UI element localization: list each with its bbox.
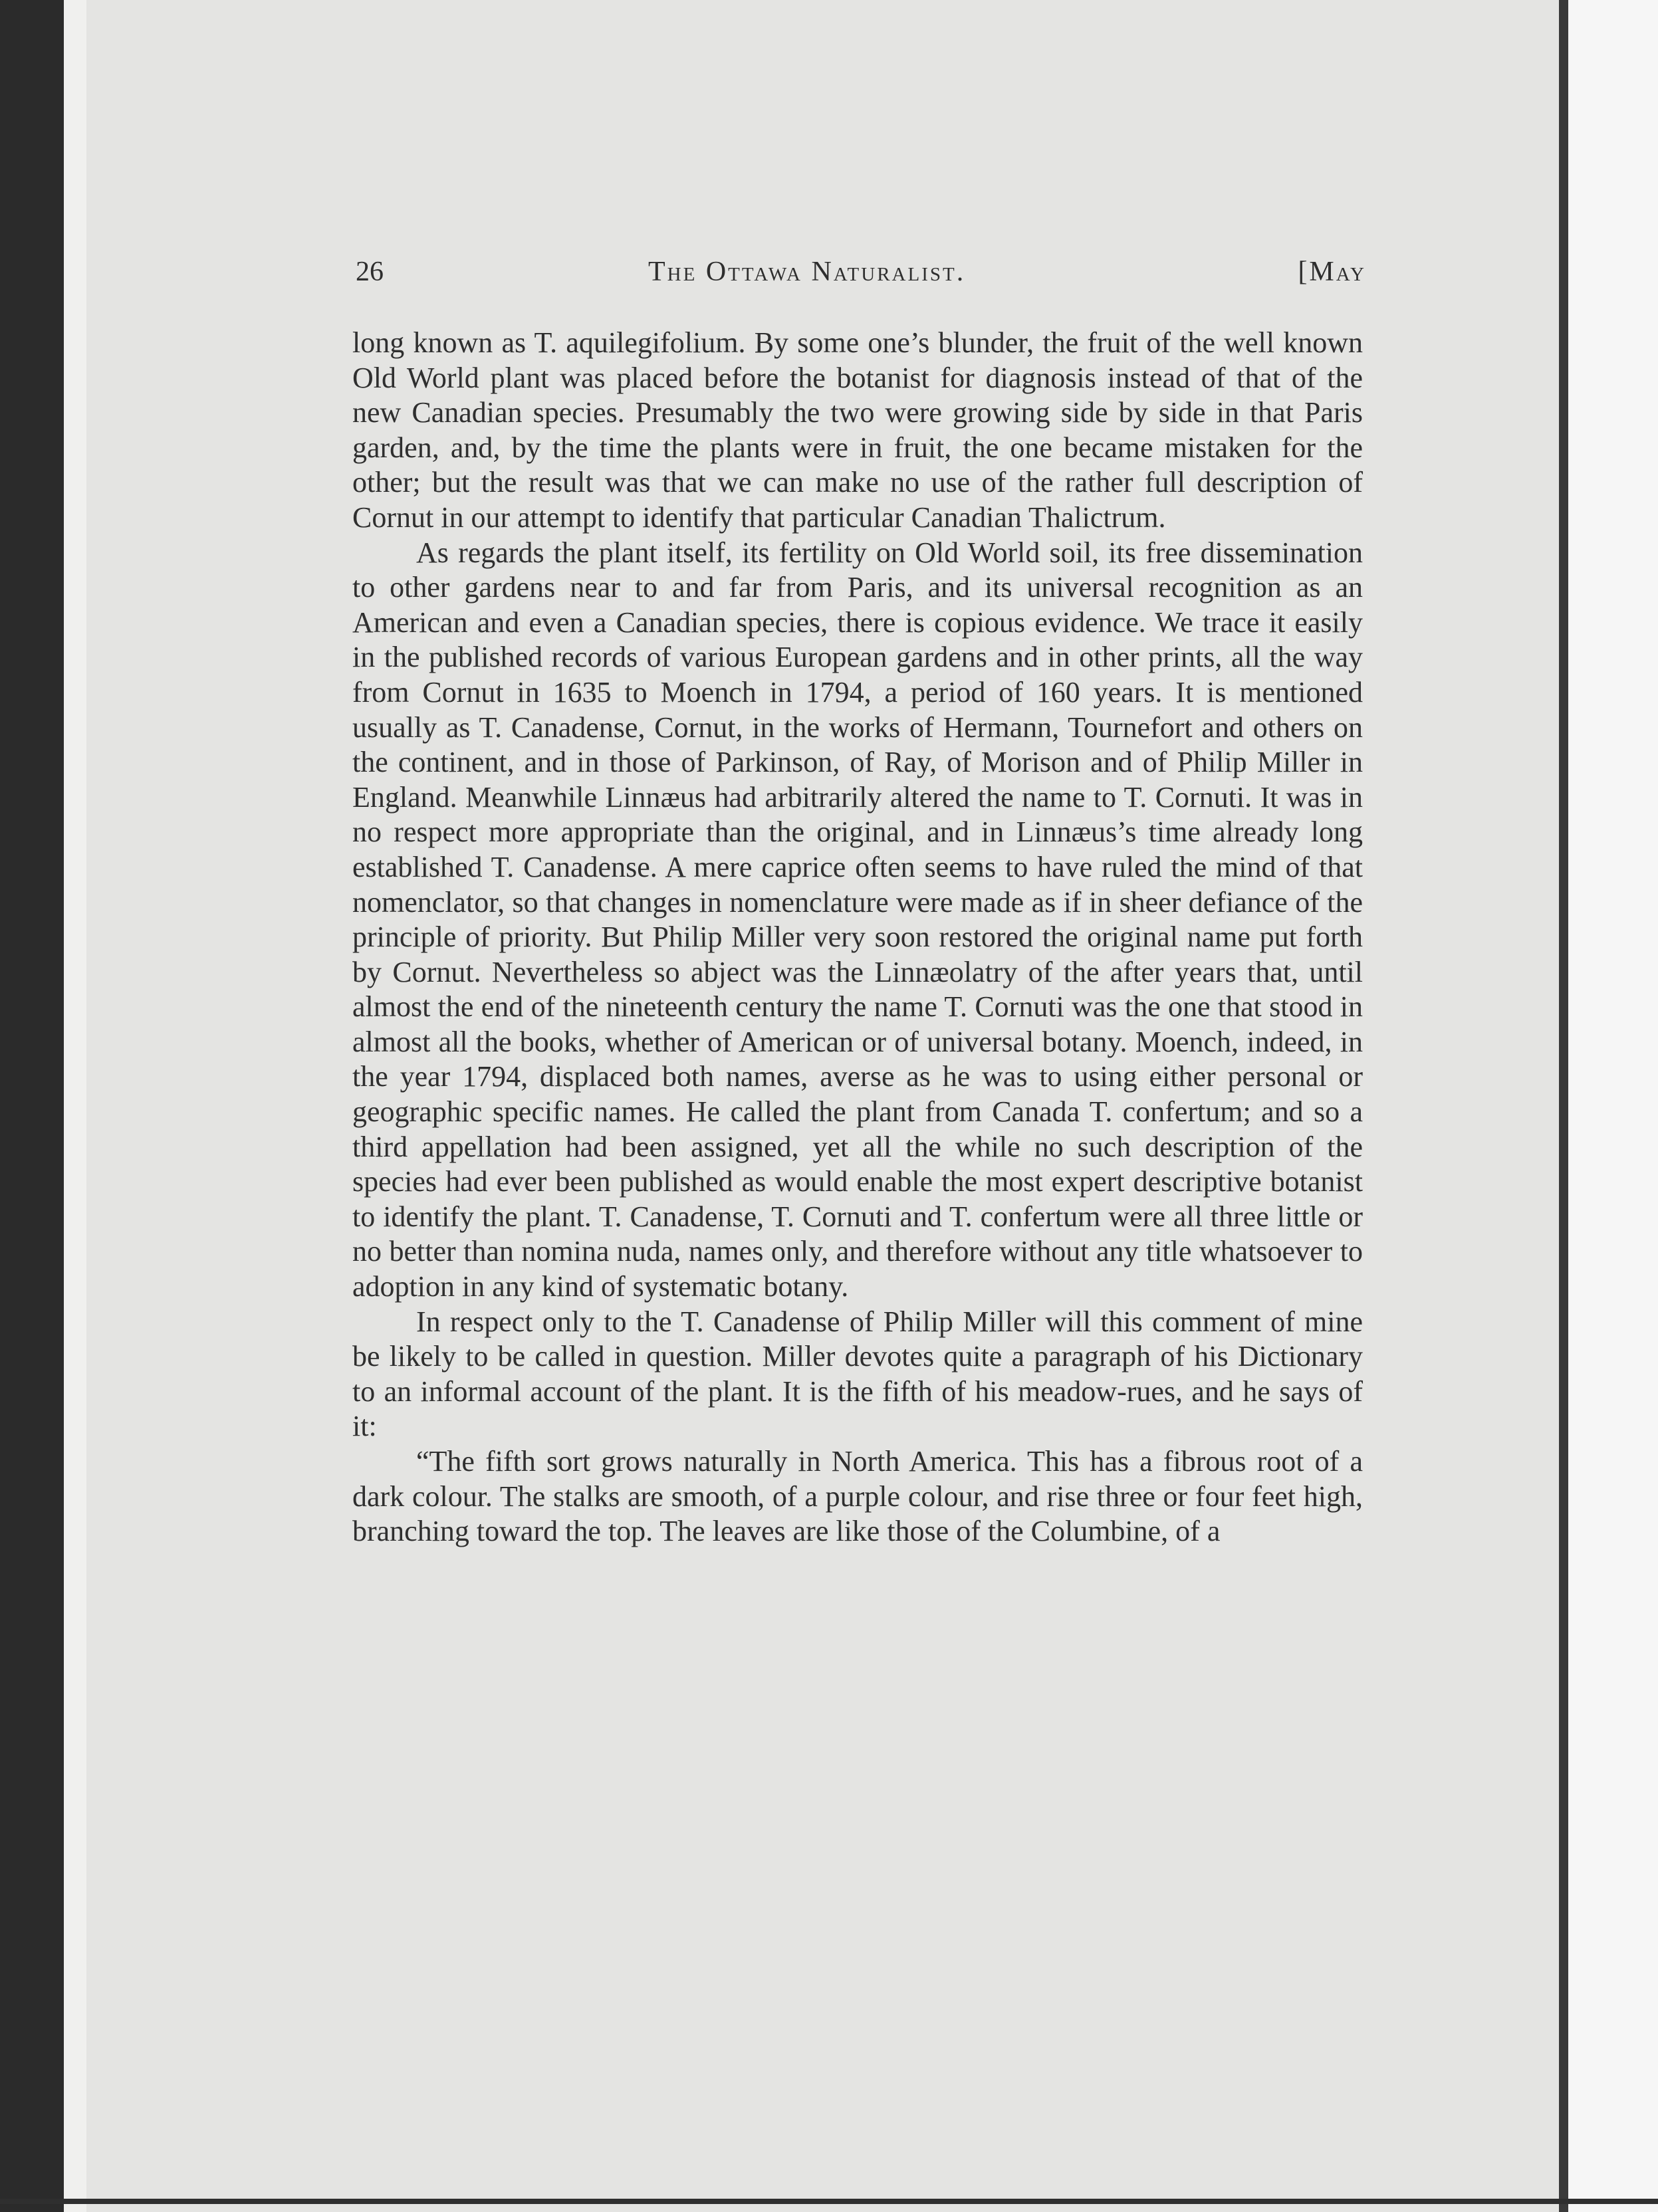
paragraph-1: long known as T. aquilegifolium. By some one’s blunder, the fruit of the well known Old World plant was placed before the botanist for diagnosis instead of that of the new Canadian species. Presumably the two were growing side by side in that Paris garden, and, by the time the plants were in fruit, the one became mistaken for the other; but the result was that we can make no use of the rather full description of Cornut in our attempt to identify that particular Canadian Thalictrum.	[352, 326, 1363, 534]
article-body	[352, 326, 1363, 1549]
running-header	[356, 256, 1366, 296]
left-dark-border	[0, 0, 64, 2212]
paragraph-4: “The fifth sort grows naturally in North America. This has a fibrous root of a dark colour. The stalks are smooth, of a purple colour, and rise three or four feet high, branching toward the top. The leaves are like those of the Columbine, of a	[352, 1445, 1363, 1548]
journal-title: The Ottawa Naturalist.	[648, 257, 966, 287]
issue-label: [May	[1298, 257, 1366, 287]
paragraph-3: In respect only to the T. Canadense of Philip Miller will this comment of mine be likely to be called in question. Miller devotes quite a paragraph of his Dictionary to an informal account of the plant. It is the fifth of his meadow-rues, and he says of it:	[352, 1305, 1363, 1443]
right-binding-rule	[1559, 0, 1568, 2212]
page-number: 26	[356, 257, 384, 287]
bottom-border-rule	[0, 2199, 1658, 2204]
paragraph-2: As regards the plant itself, its fertility on Old World soil, its free dissemination to other gardens near to and far from Paris, and its universal recognition as an American and even a Canadian species, there is copious evidence. We trace it easily in the published records of various European gardens and in other prints, all the way from Cornut in 1635 to Moench in 1794, a period of 160 years. It is mentioned usually as T. Canadense, Cornut, in the works of Hermann, Tournefort and others on the continent, and in those of Parkinson, of Ray, of Morison and of Philip Miller in England. Meanwhile Linnæus had arbitrarily altered the name to T. Cornuti. It was in no respect more appropriate than the original, and in Linnæus’s time already long established T. Canadense. A mere caprice often seems to have ruled the mind of that nomenclator, so that changes in nomenclature were made as if in sheer defiance of the principle of priority. But Philip Miller very soon restored the original name put forth by Cornut. Nevertheless so abject was the Linnæolatry of the after years that, until almost the end of the nineteenth century the name T. Cornuti was the one that stood in almost all the books, whether of American or of universal botany. Moench, indeed, in the year 1794, displaced both names, averse as he was to using either personal or geographic specific names. He called the plant from Canada T. confertum; and so a third appellation had been assigned, yet all the while no such description of the species had ever been published as would enable the most expert descriptive botanist to identify the plant. T. Canadense, T. Cornuti and T. confertum were all three little or no better than nomina nuda, names only, and therefore without any title whatsoever to adoption in any kind of systematic botany.	[352, 536, 1363, 1303]
right-margin-strip	[1568, 0, 1658, 2212]
